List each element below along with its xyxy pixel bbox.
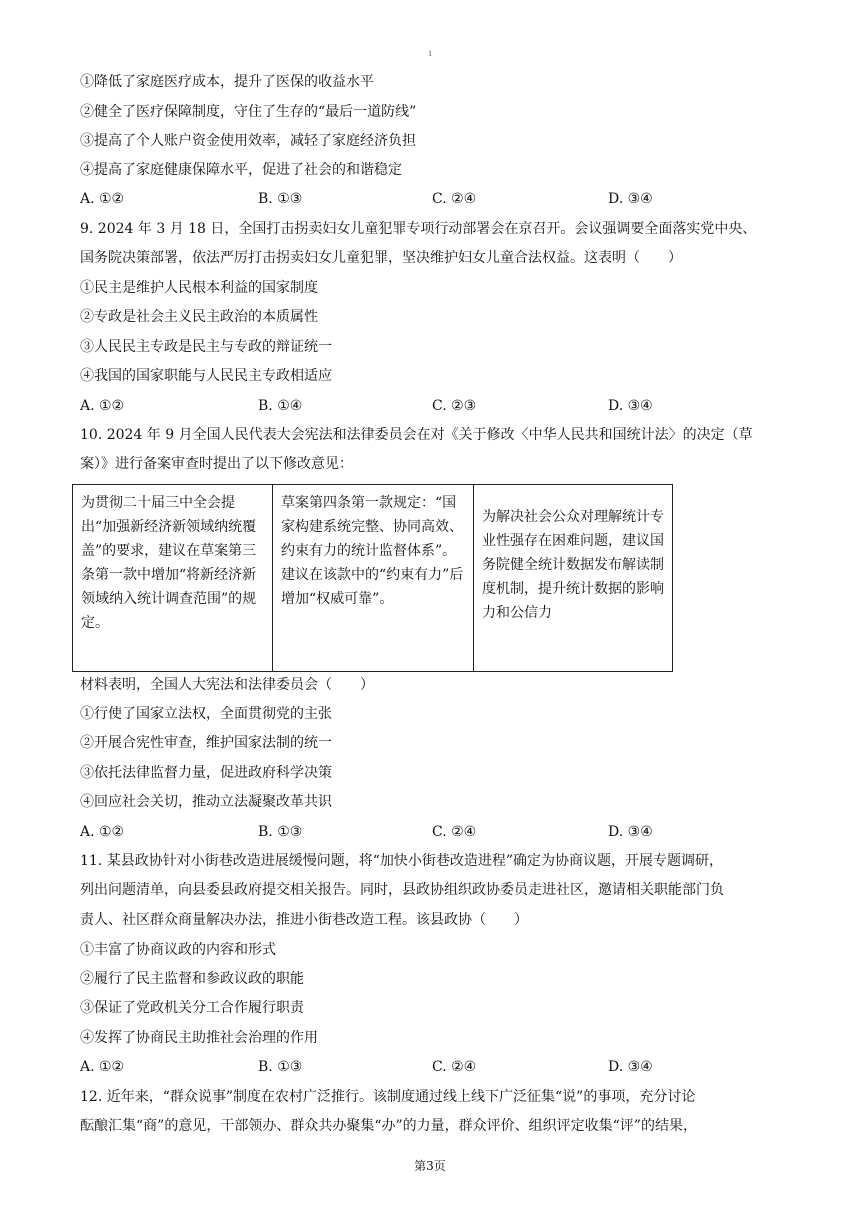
q9-choice-a[interactable]: A. ①②: [80, 398, 125, 414]
q10-option-3: ③依托法律监督力量，促进政府科学决策: [80, 765, 332, 781]
q8-choice-d[interactable]: D. ③④: [608, 191, 653, 207]
q10-stem-line-1: 10. 2024 年 9 月全国人民代表大会宪法和法律委员会在对《关于修改〈中华人民共和国统计法〉的决定（草: [80, 427, 753, 443]
q12-stem-line-1: 12. 近年来，“群众说事”制度在农村广泛推行。该制度通过线上线下广泛征集“说”的事项，充分讨论: [80, 1089, 696, 1105]
q9-option-1: ①民主是维护人民根本利益的国家制度: [80, 280, 318, 296]
q10-choice-b[interactable]: B. ①③: [258, 824, 303, 840]
q11-stem-line-2: 列出问题清单，向县委县政府提交相关报告。同时，县政协组织政协委员走进社区，邀请相关职能部门负: [80, 882, 724, 898]
q8-option-2: ②健全了医疗保障制度，守住了生存的“最后一道防线”: [80, 104, 417, 120]
q11-option-3: ③保证了党政机关分工合作履行职责: [80, 1000, 304, 1016]
q9-option-4: ④我国的国家职能与人民民主专政相适应: [80, 368, 332, 384]
q11-stem-line-3: 责人、社区群众商量解决办法，推进小街巷改造工程。该县政协（ ）: [80, 912, 528, 928]
q11-stem-line-1: 11. 某县政协针对小街巷改造进展缓慢问题，将“加快小街巷改造进程”确定为协商议题，开展专题调研，: [80, 853, 724, 869]
q9-choice-d[interactable]: D. ③④: [608, 398, 653, 414]
q8-choice-b[interactable]: B. ①③: [258, 191, 303, 207]
page-number: 第3页: [414, 1159, 446, 1173]
q11-option-1: ①丰富了协商议政的内容和形式: [80, 942, 276, 958]
q8-choice-c[interactable]: C. ②④: [432, 191, 477, 207]
q10-choice-c[interactable]: C. ②④: [432, 824, 477, 840]
q9-choice-b[interactable]: B. ①④: [258, 398, 303, 414]
q10-material-table: [72, 484, 673, 672]
q11-option-2: ②履行了民主监督和参政议政的职能: [80, 971, 304, 987]
q10-table-cell-3: 为解决社会公众对理解统计专业性强存在困难问题，建议国务院健全统计数据发布解读制度机制，提升统计数据的影响力和公信力: [482, 509, 664, 621]
q8-choice-a[interactable]: A. ①②: [80, 191, 125, 207]
q10-choice-d[interactable]: D. ③④: [608, 824, 653, 840]
q10-option-2: ②开展合宪性审查，维护国家法制的统一: [80, 735, 332, 751]
q11-choice-c[interactable]: C. ②④: [432, 1059, 477, 1075]
q11-option-4: ④发挥了协商民主助推社会治理的作用: [80, 1030, 318, 1046]
q11-choice-d[interactable]: D. ③④: [608, 1059, 653, 1075]
q10-option-1: ①行使了国家立法权，全面贯彻党的主张: [80, 706, 332, 722]
q9-option-3: ③人民民主专政是民主与专政的辩证统一: [80, 339, 332, 355]
q10-table-cell-1: 为贯彻二十届三中全会提出“加强新经济新领域纳统覆盖”的要求，建议在草案第三条第一款中增加“将新经济新领域纳入统计调查范围”的规定。: [73, 485, 273, 671]
q12-stem-line-2: 酝酿汇集“商”的意见，干部领办、群众共办聚集“办”的力量，群众评价、组织评定收集“评”的结果，: [80, 1118, 697, 1134]
q11-choice-a[interactable]: A. ①②: [80, 1059, 125, 1075]
q10-table-cell-2: 草案第四条第一款规定：“国家构建系统完整、协同高效、约束有力的统计监督体系”。建议在该款中的“约束有力”后增加“权威可靠”。: [273, 485, 474, 671]
q10-after-table: 材料表明，全国人大宪法和法律委员会（ ）: [80, 677, 374, 693]
q11-choice-b[interactable]: B. ①③: [258, 1059, 303, 1075]
q9-stem-line-1: 9. 2024 年 3 月 18 日，全国打击拐卖妇女儿童犯罪专项行动部署会在京召开。会议强调要全面落实党中央、: [80, 221, 757, 237]
q10-stem-line-2: 案）》进行备案审查时提出了以下修改意见：: [80, 456, 353, 472]
q10-option-4: ④回应社会关切，推动立法凝聚改革共识: [80, 794, 332, 810]
q8-option-4: ④提高了家庭健康保障水平，促进了社会的和谐稳定: [80, 162, 402, 178]
q10-choice-a[interactable]: A. ①②: [80, 824, 125, 840]
q9-choice-c[interactable]: C. ②③: [432, 398, 477, 414]
q8-option-3: ③提高了个人账户资金使用效率，减轻了家庭经济负担: [80, 133, 416, 149]
q9-stem-line-2: 国务院决策部署，依法严厉打击拐卖妇女儿童犯罪，坚决维护妇女儿童合法权益。这表明（ ）: [80, 250, 682, 266]
q8-option-1: ①降低了家庭医疗成本，提升了医保的收益水平: [80, 74, 374, 90]
q9-option-2: ②专政是社会主义民主政治的本质属性: [80, 309, 318, 325]
top-mark: 1: [428, 50, 433, 58]
